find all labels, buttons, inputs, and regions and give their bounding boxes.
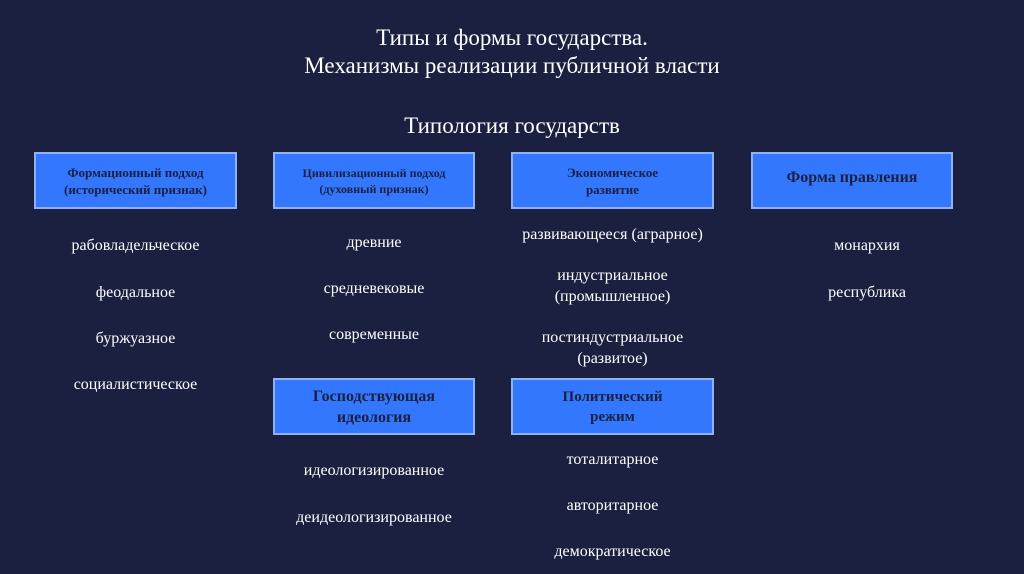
category-title: Формационный подход — [67, 164, 204, 180]
category-title: Господствующая — [312, 387, 436, 405]
list-item: древние — [346, 234, 402, 251]
list-item: индустриальное — [557, 267, 668, 284]
category-subtitle: развитие — [585, 181, 640, 197]
list-item: развивающееся (аграрное) — [522, 226, 703, 243]
list-item: авторитарное — [566, 497, 659, 514]
list-item: современные — [329, 326, 419, 343]
category-box-economic — [511, 152, 714, 209]
list-item: постиндустриальное — [541, 329, 684, 346]
list-item: буржуазное — [95, 330, 176, 347]
category-title: Цивилизационный подход — [302, 165, 446, 180]
list-item: монархия — [834, 237, 900, 254]
list-item: деидеологизированное — [296, 509, 452, 526]
category-subtitle: (исторический признак) — [63, 181, 208, 197]
category-title: Форма правления — [786, 168, 918, 186]
slide-title-line1: Типы и формы государства. — [376, 25, 648, 50]
category-box-government-form — [751, 152, 953, 209]
category-box-formational — [34, 152, 237, 209]
list-item: республика — [828, 284, 906, 301]
category-box-civilizational — [273, 152, 475, 209]
list-item: (развитое) — [577, 350, 648, 367]
category-box-political-regime — [511, 378, 714, 435]
category-title: Политический — [562, 388, 663, 405]
list-item: рабовладельческое — [71, 237, 200, 254]
list-item: идеологизированное — [303, 462, 445, 479]
category-subtitle: (духовный признак) — [319, 181, 429, 196]
list-item: (промышленное) — [554, 288, 671, 305]
list-item: социалистическое — [73, 376, 198, 393]
slide-subtitle: Типология государств — [404, 113, 620, 138]
category-box-ideology — [273, 378, 475, 435]
category-subtitle: идеология — [336, 408, 412, 426]
category-subtitle: режим — [590, 408, 635, 425]
list-item: феодальное — [95, 284, 176, 301]
list-item: тоталитарное — [566, 451, 659, 468]
list-item: демократическое — [554, 543, 671, 560]
list-item: средневековые — [323, 280, 425, 297]
category-title: Экономическое — [566, 164, 659, 180]
slide-title-line2: Механизмы реализации публичной власти — [304, 53, 720, 78]
